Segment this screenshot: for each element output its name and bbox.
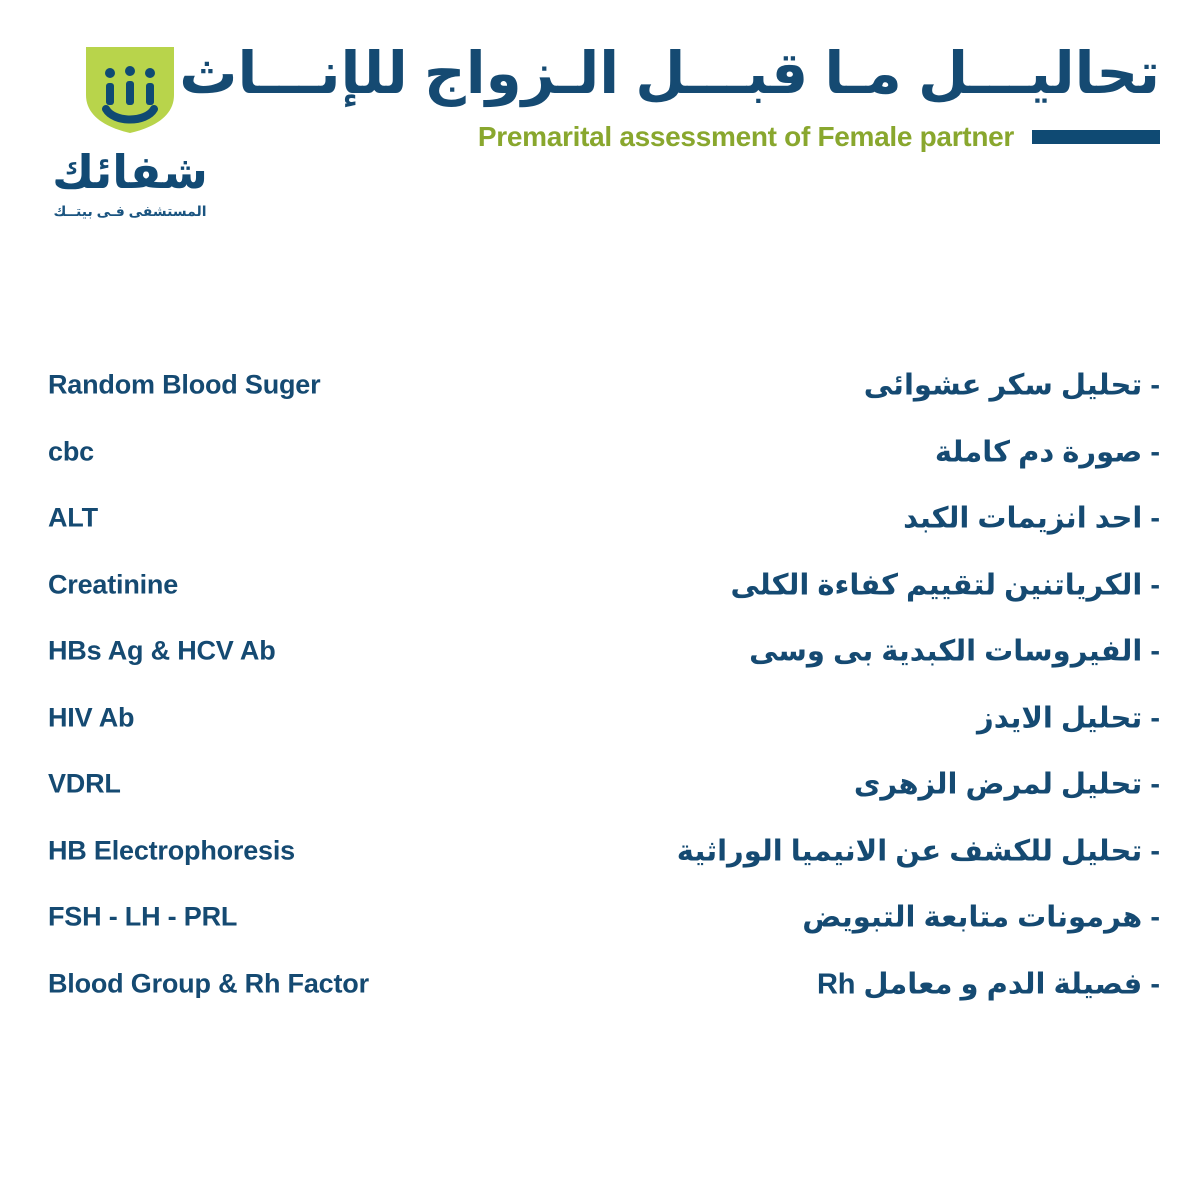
test-name-arabic: - صورة دم كاملة: [934, 436, 1160, 469]
test-name-arabic: - تحليل لمرض الزهرى: [853, 768, 1160, 801]
test-name-english: Creatinine: [48, 569, 179, 600]
test-name-arabic: - فصيلة الدم و معامل Rh: [817, 968, 1160, 1001]
test-name-arabic: - تحليل الايدز: [977, 702, 1160, 735]
test-name-arabic: - الكرياتنين لتقييم كفاءة الكلى: [730, 569, 1160, 602]
table-row: [0, 884, 1200, 951]
table-row: [0, 751, 1200, 818]
page-title-arabic: تحاليـــل مـا قبـــل الـزواج للإنـــاث: [179, 41, 1160, 106]
table-row: [0, 618, 1200, 685]
test-name-english: Random Blood Suger: [48, 369, 321, 400]
test-name-english: HIV Ab: [48, 702, 135, 733]
table-row: [0, 485, 1200, 552]
test-name-english: ALT: [48, 502, 98, 533]
test-list: [0, 352, 1200, 1017]
subtitle-rule-divider: [1032, 130, 1160, 144]
table-row: [0, 419, 1200, 486]
brand-wordmark: شفائك: [52, 146, 208, 198]
table-row: [0, 818, 1200, 885]
test-name-arabic: - الفيروسات الكبدية بى وسى: [749, 635, 1160, 668]
test-name-arabic: - تحليل سكر عشوائى: [863, 369, 1160, 402]
test-name-arabic: - تحليل للكشف عن الانيميا الوراثية: [676, 835, 1160, 868]
title-block: [179, 41, 1160, 153]
poster-header: [0, 0, 1200, 270]
test-name-english: Blood Group & Rh Factor: [48, 968, 369, 999]
test-name-english: FSH - LH - PRL: [48, 901, 238, 932]
page-subtitle-english: Premarital assessment of Female partner: [477, 120, 1014, 152]
test-name-arabic: - احد انزيمات الكبد: [903, 502, 1160, 535]
test-name-english: HB Electrophoresis: [48, 835, 295, 866]
table-row: [0, 951, 1200, 1018]
test-name-arabic: - هرمونات متابعة التبويض: [802, 901, 1160, 934]
test-name-english: HBs Ag & HCV Ab: [48, 635, 276, 666]
test-name-english: VDRL: [48, 768, 121, 799]
table-row: [0, 552, 1200, 619]
table-row: [0, 685, 1200, 752]
test-name-english: cbc: [48, 436, 94, 467]
subtitle-row: [340, 121, 1160, 153]
brand-tagline: المستشفى فـى بيتــك: [53, 203, 207, 219]
table-row: [0, 352, 1200, 419]
smiling-shield-logo-icon: [84, 45, 176, 135]
